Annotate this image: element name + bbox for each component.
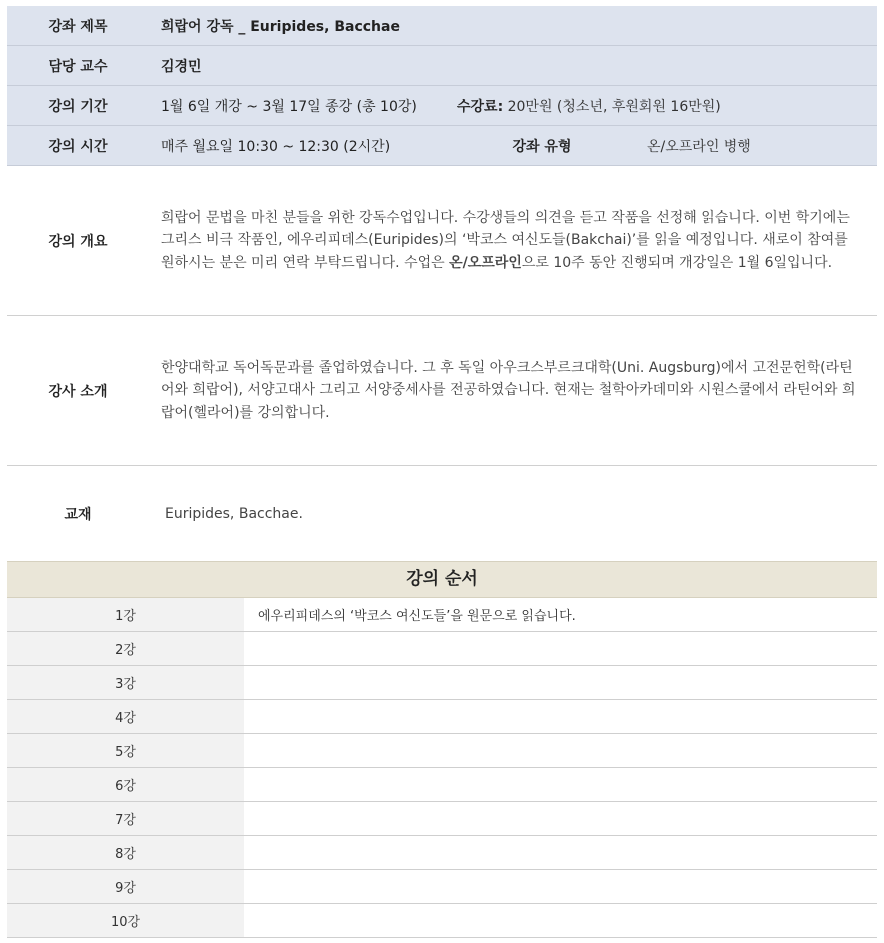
- overview-text-bold: 온/오프라인: [449, 254, 522, 271]
- session-content: [244, 904, 877, 938]
- professor-label: 담당 교수: [7, 46, 149, 86]
- row-title: [7, 6, 877, 46]
- session-number: 10강: [7, 904, 244, 938]
- session-content: [244, 768, 877, 802]
- schedule-row: [7, 870, 877, 904]
- fee-cell: [457, 86, 877, 126]
- schedule-row: [7, 598, 877, 632]
- overview-text-part2: 으로 10주 동안 진행되며 개강일은 1월 6일입니다.: [521, 254, 833, 271]
- schedule-title: 강의 순서: [7, 561, 877, 598]
- schedule-row: [7, 666, 877, 700]
- row-professor: [7, 46, 877, 86]
- session-number: 9강: [7, 870, 244, 904]
- schedule-row: [7, 632, 877, 666]
- time-value: 매주 월요일 10:30 ~ 12:30 (2시간): [149, 126, 457, 166]
- schedule-table: [7, 598, 877, 938]
- schedule-row: [7, 768, 877, 802]
- session-number: 7강: [7, 802, 244, 836]
- course-title: 희랍어 강독 _ Euripides, Bacchae: [149, 6, 877, 46]
- course-detail: [7, 6, 877, 938]
- overview-section: [7, 166, 877, 561]
- session-content: [244, 836, 877, 870]
- schedule-row: [7, 904, 877, 938]
- period-label: 강의 기간: [7, 86, 149, 126]
- textbook-label: 교재: [64, 506, 92, 523]
- session-content: [244, 700, 877, 734]
- session-number: 1강: [7, 598, 244, 632]
- overview-row: [7, 166, 877, 316]
- row-period: [7, 86, 877, 126]
- textbook-value: Euripides, Bacchae.: [165, 505, 303, 522]
- session-number: 3강: [7, 666, 244, 700]
- fee-value: 20만원 (청소년, 후원회원 16만원): [503, 98, 721, 115]
- type-value: 온/오프라인 병행: [627, 126, 877, 166]
- fee-label: 수강료:: [457, 98, 504, 115]
- session-content: [244, 632, 877, 666]
- schedule-row: [7, 734, 877, 768]
- session-number: 4강: [7, 700, 244, 734]
- textbook-label-cell: [7, 466, 149, 562]
- schedule-row: [7, 802, 877, 836]
- session-content: 에우리피데스의 ‘박코스 여신도들’을 원문으로 읽습니다.: [244, 598, 877, 632]
- course-info-table: [7, 6, 877, 166]
- instructor-row: [7, 316, 877, 466]
- session-number: 6강: [7, 768, 244, 802]
- type-label: 강좌 유형: [457, 126, 627, 166]
- session-number: 2강: [7, 632, 244, 666]
- professor-name: 김경민: [149, 46, 877, 86]
- session-number: 5강: [7, 734, 244, 768]
- row-time: [7, 126, 877, 166]
- instructor-label: 강사 소개: [48, 383, 108, 400]
- overview-text-part1: 희랍어 문법을 마친 분들을 위한 강독수업입니다. 수강생들의 의견을 듣고 작품을 선정해 읽습니다. 이번 학기에는 그리스 비극 작품인, 에우리피데스(Euripides)의 ‘박코스 여신도들(Bakchai)’를 읽을 예정입니다. 새로이 참여를 원하시는 분은 미리 연락 부탁드립니다. 수업은: [161, 209, 850, 271]
- session-content: [244, 870, 877, 904]
- session-content: [244, 802, 877, 836]
- session-number: 8강: [7, 836, 244, 870]
- session-content: [244, 666, 877, 700]
- overview-text: [149, 166, 877, 316]
- title-label: 강좌 제목: [7, 6, 149, 46]
- textbook-row: [7, 466, 877, 562]
- session-content: [244, 734, 877, 768]
- schedule-row: [7, 836, 877, 870]
- period-value: 1월 6일 개강 ~ 3월 17일 종강 (총 10강): [149, 86, 457, 126]
- overview-label: 강의 개요: [48, 233, 108, 250]
- schedule-row: [7, 700, 877, 734]
- time-label: 강의 시간: [7, 126, 149, 166]
- instructor-text: 한양대학교 독어독문과를 졸업하였습니다. 그 후 독일 아우크스부르크대학(Uni. Augsburg)에서 고전문헌학(라틴어와 희랍어), 서양고대사 그리고 서양중세사를 전공하였습니다. 현재는 철학아카데미와 시원스쿨에서 라틴어와 희랍어(헬라어)를 강의합니다.: [161, 359, 856, 421]
